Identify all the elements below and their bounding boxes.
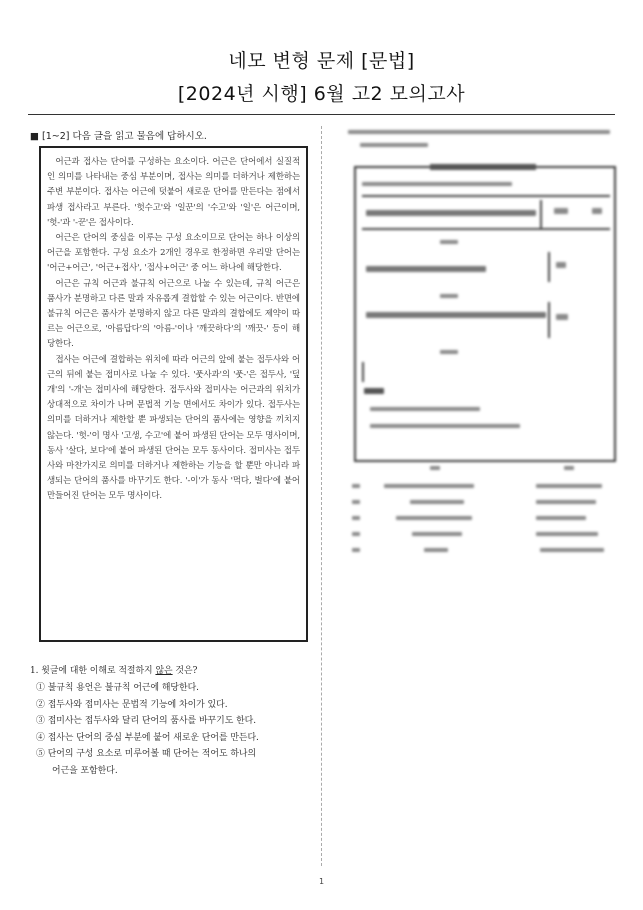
option-3[interactable]: ③ 접미사는 접두사와 달리 단어의 품사를 바꾸기도 한다. (36, 716, 257, 727)
stem-suffix: 것은? (172, 666, 198, 676)
option-5[interactable]: ⑤ 단어의 구성 요소로 미루어볼 때 단어는 적어도 하나의 (36, 749, 257, 760)
stem-prefix: 1. 윗글에 대한 이해로 적절하지 (30, 666, 156, 676)
page-title-line1: 네모 변형 문제 [문법] (228, 50, 415, 72)
page-title-line2: [2024년 시행] 6월 고2 모의고사 (177, 83, 466, 105)
option-4[interactable]: ④ 접사는 단어의 중심 부분에 붙어 새로운 단어를 만든다. (36, 732, 259, 743)
page-number: 1 (318, 877, 325, 886)
passage-paragraph-4: 접사는 어근에 결합하는 위치에 따라 어근의 앞에 붙는 접두사와 어근의 뒤에 붙는 접미사로 나눌 수 있다. '풋사과'의 '풋-'은 접두사, '덮개'의 '-개'는 접미사에 해당한다. 접두사와 접미사는 어근과의 위치가 상대적으로 차이가 나며 문법적 기능 면에서도 차이가 있다. 접두사는 의미를 더하거나 제한할 뿐 파생되는 단어의 품사에는 영향을 끼치지 않는다. '헛-'이 명사 '고생, 수고'에 붙어 파생된 단어는 모두 명사이며, 동사 '살다, 보다'에 붙어 파생된 단어는 모두 동사이다. 접미사는 접두사와 마찬가지로 의미를 더하거나 제한하는 기능을 할 뿐만 아니라 파생되는 단어의 품사를 바꾸기도 한다. '-이'가 동사 '먹다, 벌다'에 붙어 만들어진 단어는 모두 명사이다. (47, 353, 300, 501)
option-1[interactable]: ① 불규칙 용언은 불규칙 어근에 해당한다. (36, 683, 199, 693)
stem-underlined: 않은 (155, 666, 173, 676)
passage-paragraph-1: 어근과 접사는 단어를 구성하는 요소이다. 어근은 단어에서 실질적인 의미를 나타내는 중심 부분이며, 접사는 의미를 더하거나 제한하는 주변 부분이다. 접사는 어근에 덧붙어 새로운 단어를 만든다는 점에서 파생 접사라고 부른다. '헛수고'와 '일꾼'의 '수고'와 '일'은 어근이며, '헛-'과 '-꾼'은 접사이다. (47, 156, 300, 227)
passage-paragraph-3: 어근은 규칙 어근과 불규칙 어근으로 나눌 수 있는데, 규칙 어근은 품사가 분명하고 다른 말과 자유롭게 결합할 수 있는 어근이다. 반면에 불규칙 어근은 품사가 분명하지 않고 다른 말과의 결합에도 제약이 따르는 어근으로, '아름답다'의 '아름-'이나 '깨끗하다'의 '깨끗-' 등이 해당한다. (47, 277, 300, 349)
passage-paragraph-2: 어근은 단어의 중심을 이루는 구성 요소이므로 단어는 하나 이상의 어근을 포함한다. 구성 요소가 2개인 경우로 한정하면 우리말 단어는 '어근+어근', '어근+접사', '접사+어근' 중 어느 하나에 해당한다. (47, 232, 300, 273)
option-5-continuation: 어근을 포함한다. (52, 765, 118, 776)
option-2[interactable]: ② 접두사와 접미사는 문법적 기능에 차이가 있다. (36, 699, 228, 710)
instruction: ■ [1~2] 다음 글을 읽고 물음에 답하시오. (30, 131, 207, 142)
